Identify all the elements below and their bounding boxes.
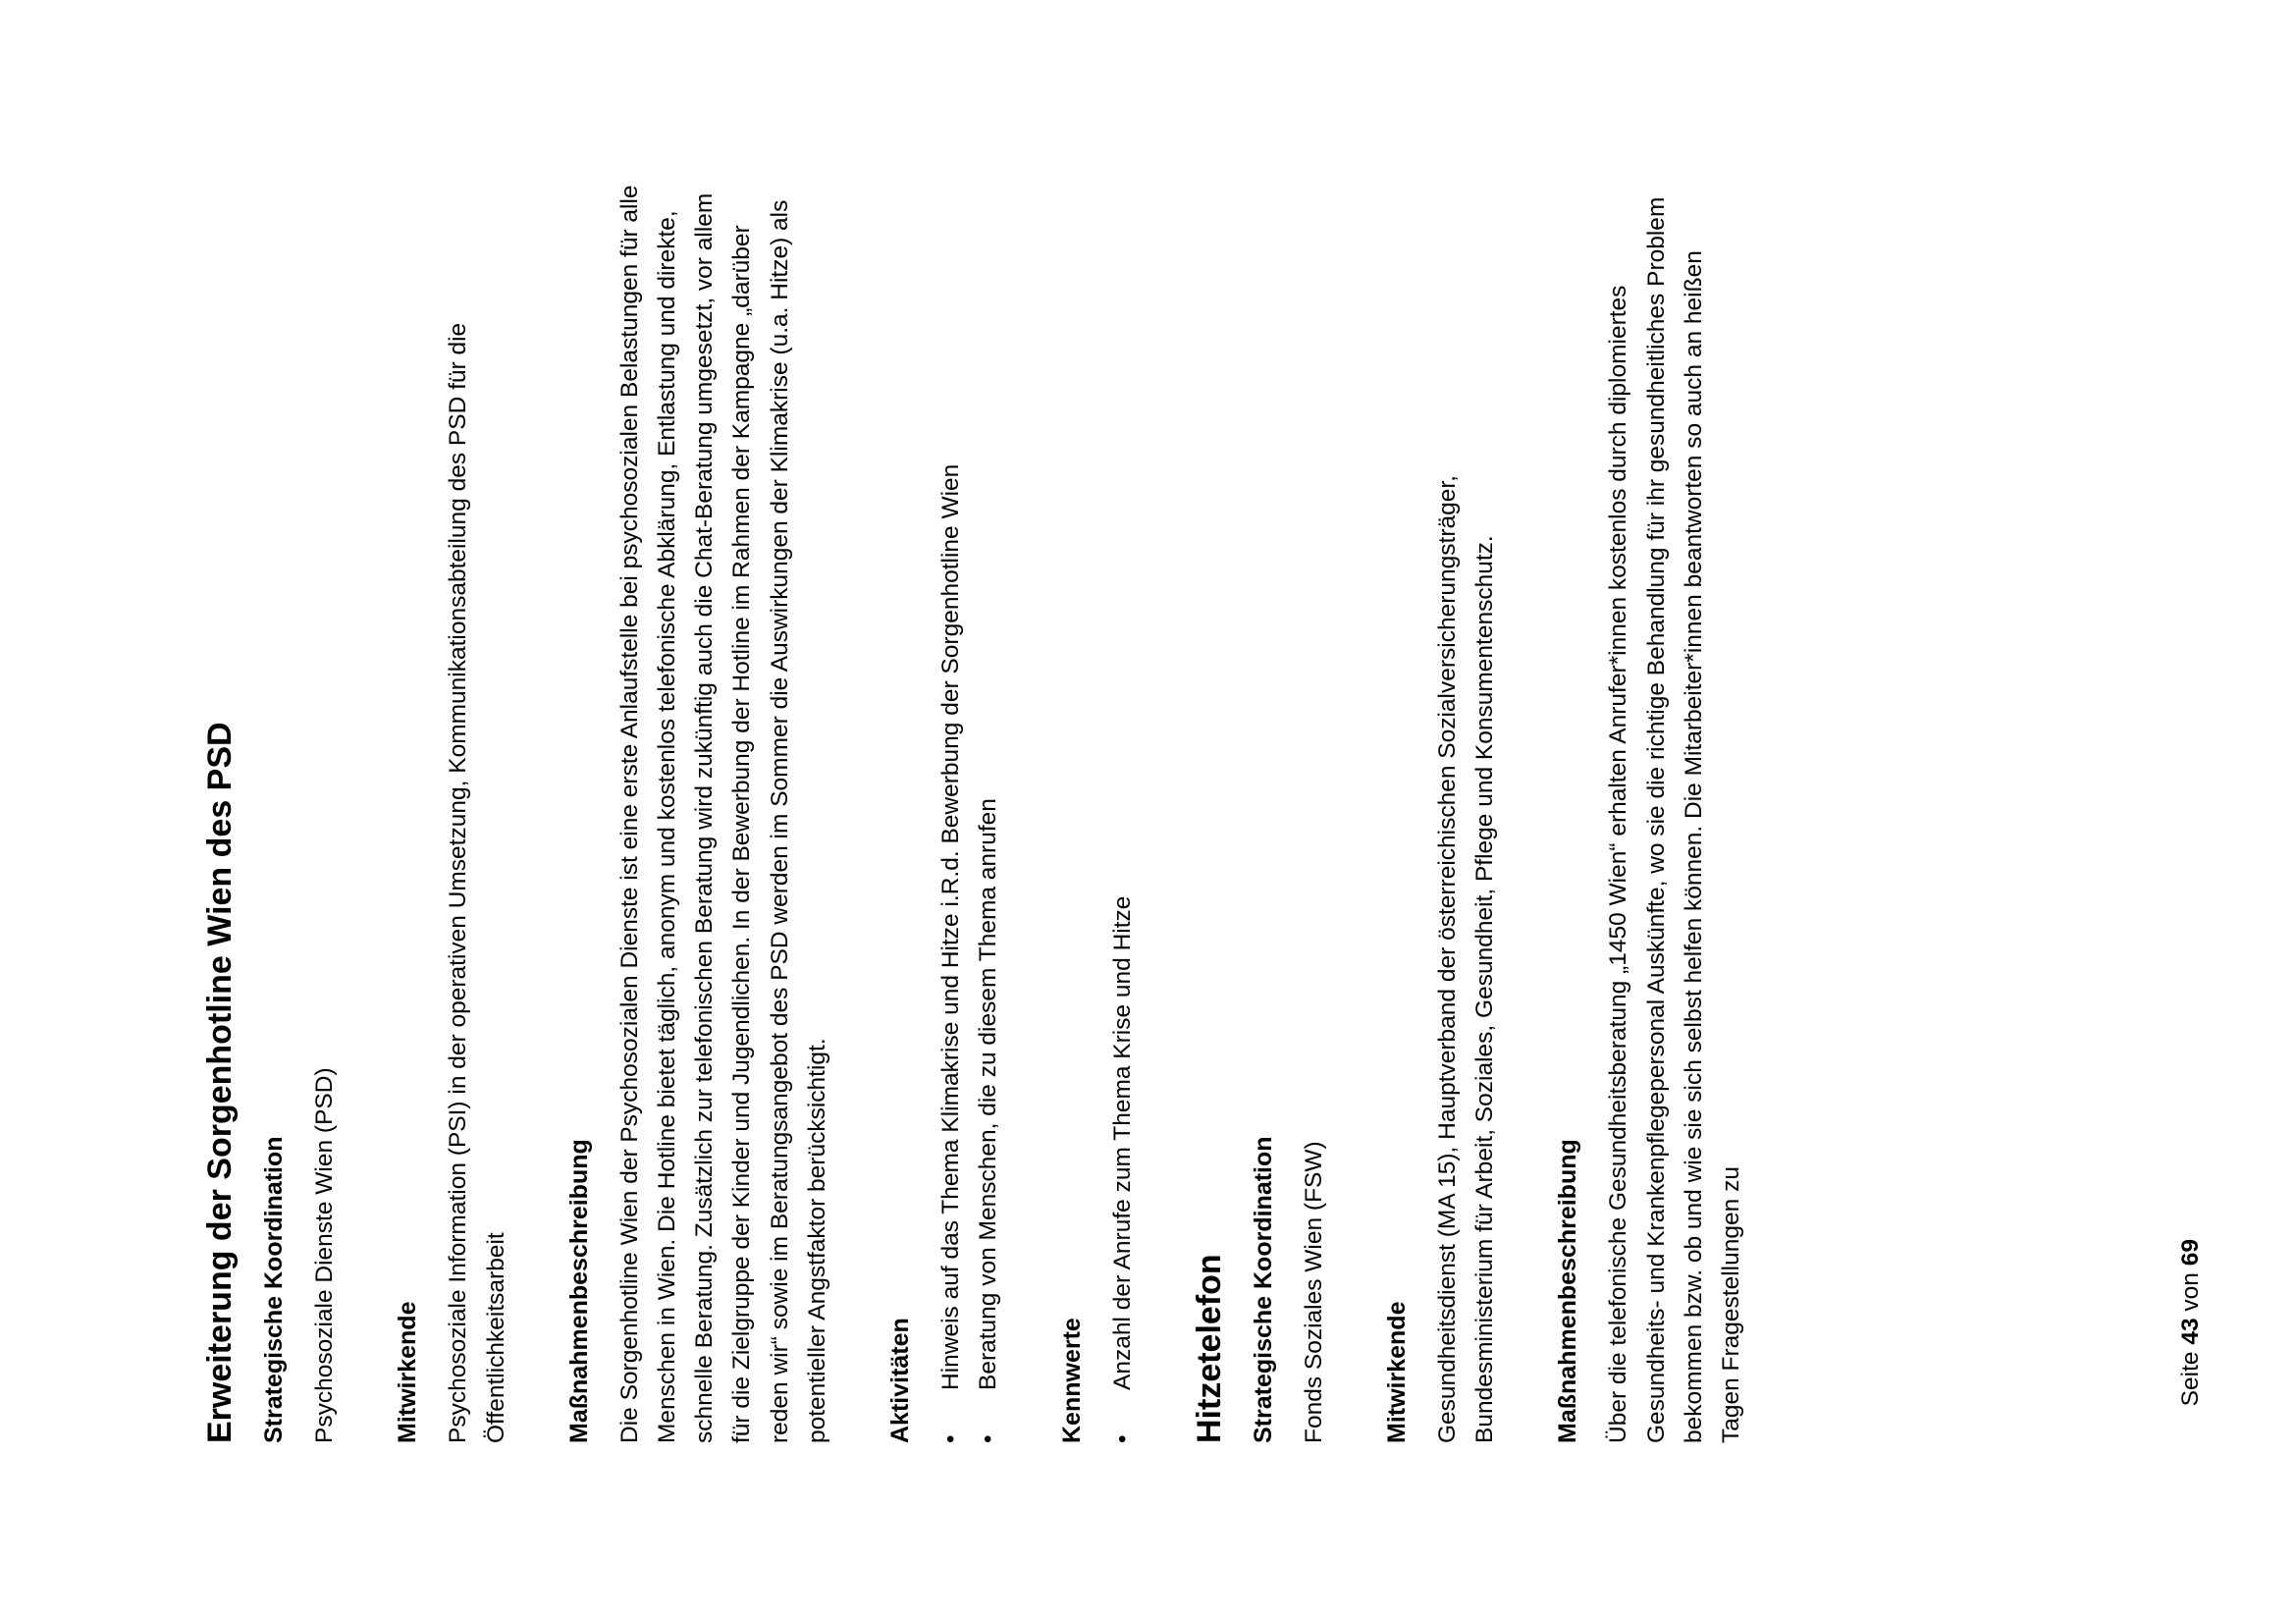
koordination-label: Strategische Koordination xyxy=(260,1136,289,1443)
page-content xyxy=(201,167,1750,1443)
koordination-text: Fonds Soziales Wien (FSW) xyxy=(1300,1141,1327,1443)
aktivitaeten-heading: Aktivitäten xyxy=(886,1318,915,1443)
aktivitaeten-list xyxy=(933,167,1007,1443)
massnahmen-label: Maßnahmenbeschreibung xyxy=(564,1139,593,1443)
koordination-label: Strategische Koordination xyxy=(1249,1136,1277,1443)
mitwirkende-label: Mitwirkende xyxy=(394,1301,422,1443)
mitwirkende-text: Gesundheitsdienst (MA 15), Hauptverband der österreichischen Sozialversicherungsträger, Bundesministerium für Arbeit, Soziales, Gesundheit, Pflege und Konsumentenschutz. xyxy=(1434,475,1499,1443)
mitwirkende-label: Mitwirkende xyxy=(1383,1301,1412,1443)
section-title: Hitzetelefon xyxy=(1190,1254,1228,1443)
page-prefix: Seite xyxy=(2177,1351,2204,1407)
mitwirkende-text: Psychosoziale Information (PSI) in der operativen Umsetzung, Kommunikationsabteilung des PSD für die Öffentlichkeitsarbeit xyxy=(445,322,509,1443)
page-number xyxy=(2177,1239,2205,1406)
list-item: • Anzahl der Anrufe zum Thema Krise und Hitze xyxy=(1104,167,1142,1390)
massnahmen-label: Maßnahmenbeschreibung xyxy=(1554,1139,1582,1443)
massnahmen-text: Die Sorgenhotline Wien der Psychosozialen Dienste ist eine erste Anlaufstelle bei psychosozialen Belastungen für alle Menschen in Wien. Die Hotline bietet täglich, anonym und kostenlos telefonische Abklärung, Entlastung und direkte, schnelle Beratung. Zusätzlich zur telefonischen Beratung wird zukünftig auch die Chat-Beratung umgesetzt, vor allem für die Zielgruppe der Kinder und Jugendlichen. In der Bewerbung der Hotline im Rahmen der Kampagne „darüber reden wir“ sowie im Beratungsangebot des PSD werden im Sommer die Auswirkungen der Klimakrise (u.a. Hitze) als potentieller Angstfaktor berücksichtigt. xyxy=(615,185,830,1443)
koordination-text: Psychosoziale Dienste Wien (PSD) xyxy=(311,1067,339,1443)
kennwerte-list xyxy=(1104,167,1142,1443)
list-item: • Beratung von Menschen, die zu diesem Thema anrufen xyxy=(970,167,1007,1390)
massnahmen-text: Über die telefonische Gesundheitsberatung „1450 Wien“ erhalten Anrufer*innen kostenlos durch diplomiertes Gesundheits- und Krankenpflegepersonal Auskünfte, wo sie die richtige Behandlung für ihr gesundheitliches Problem bekommen bzw. ob und wie sie sich selbst helfen können. Die Mitarbeiter*innen beantworten so auch an heißen Tagen Fragestellungen zu xyxy=(1605,196,1745,1443)
list-item: • Hinweis auf das Thema Klimakrise und Hitze i.R.d. Bewerbung der Sorgenhotline Wien xyxy=(933,167,970,1390)
kennwerte-heading: Kennwerte xyxy=(1057,1318,1086,1443)
section-title: Erweiterung der Sorgenhotline Wien des PSD xyxy=(201,722,239,1443)
page-current: 43 xyxy=(2177,1318,2204,1345)
page-separator: von xyxy=(2177,1272,2204,1312)
page-total: 69 xyxy=(2177,1239,2204,1267)
